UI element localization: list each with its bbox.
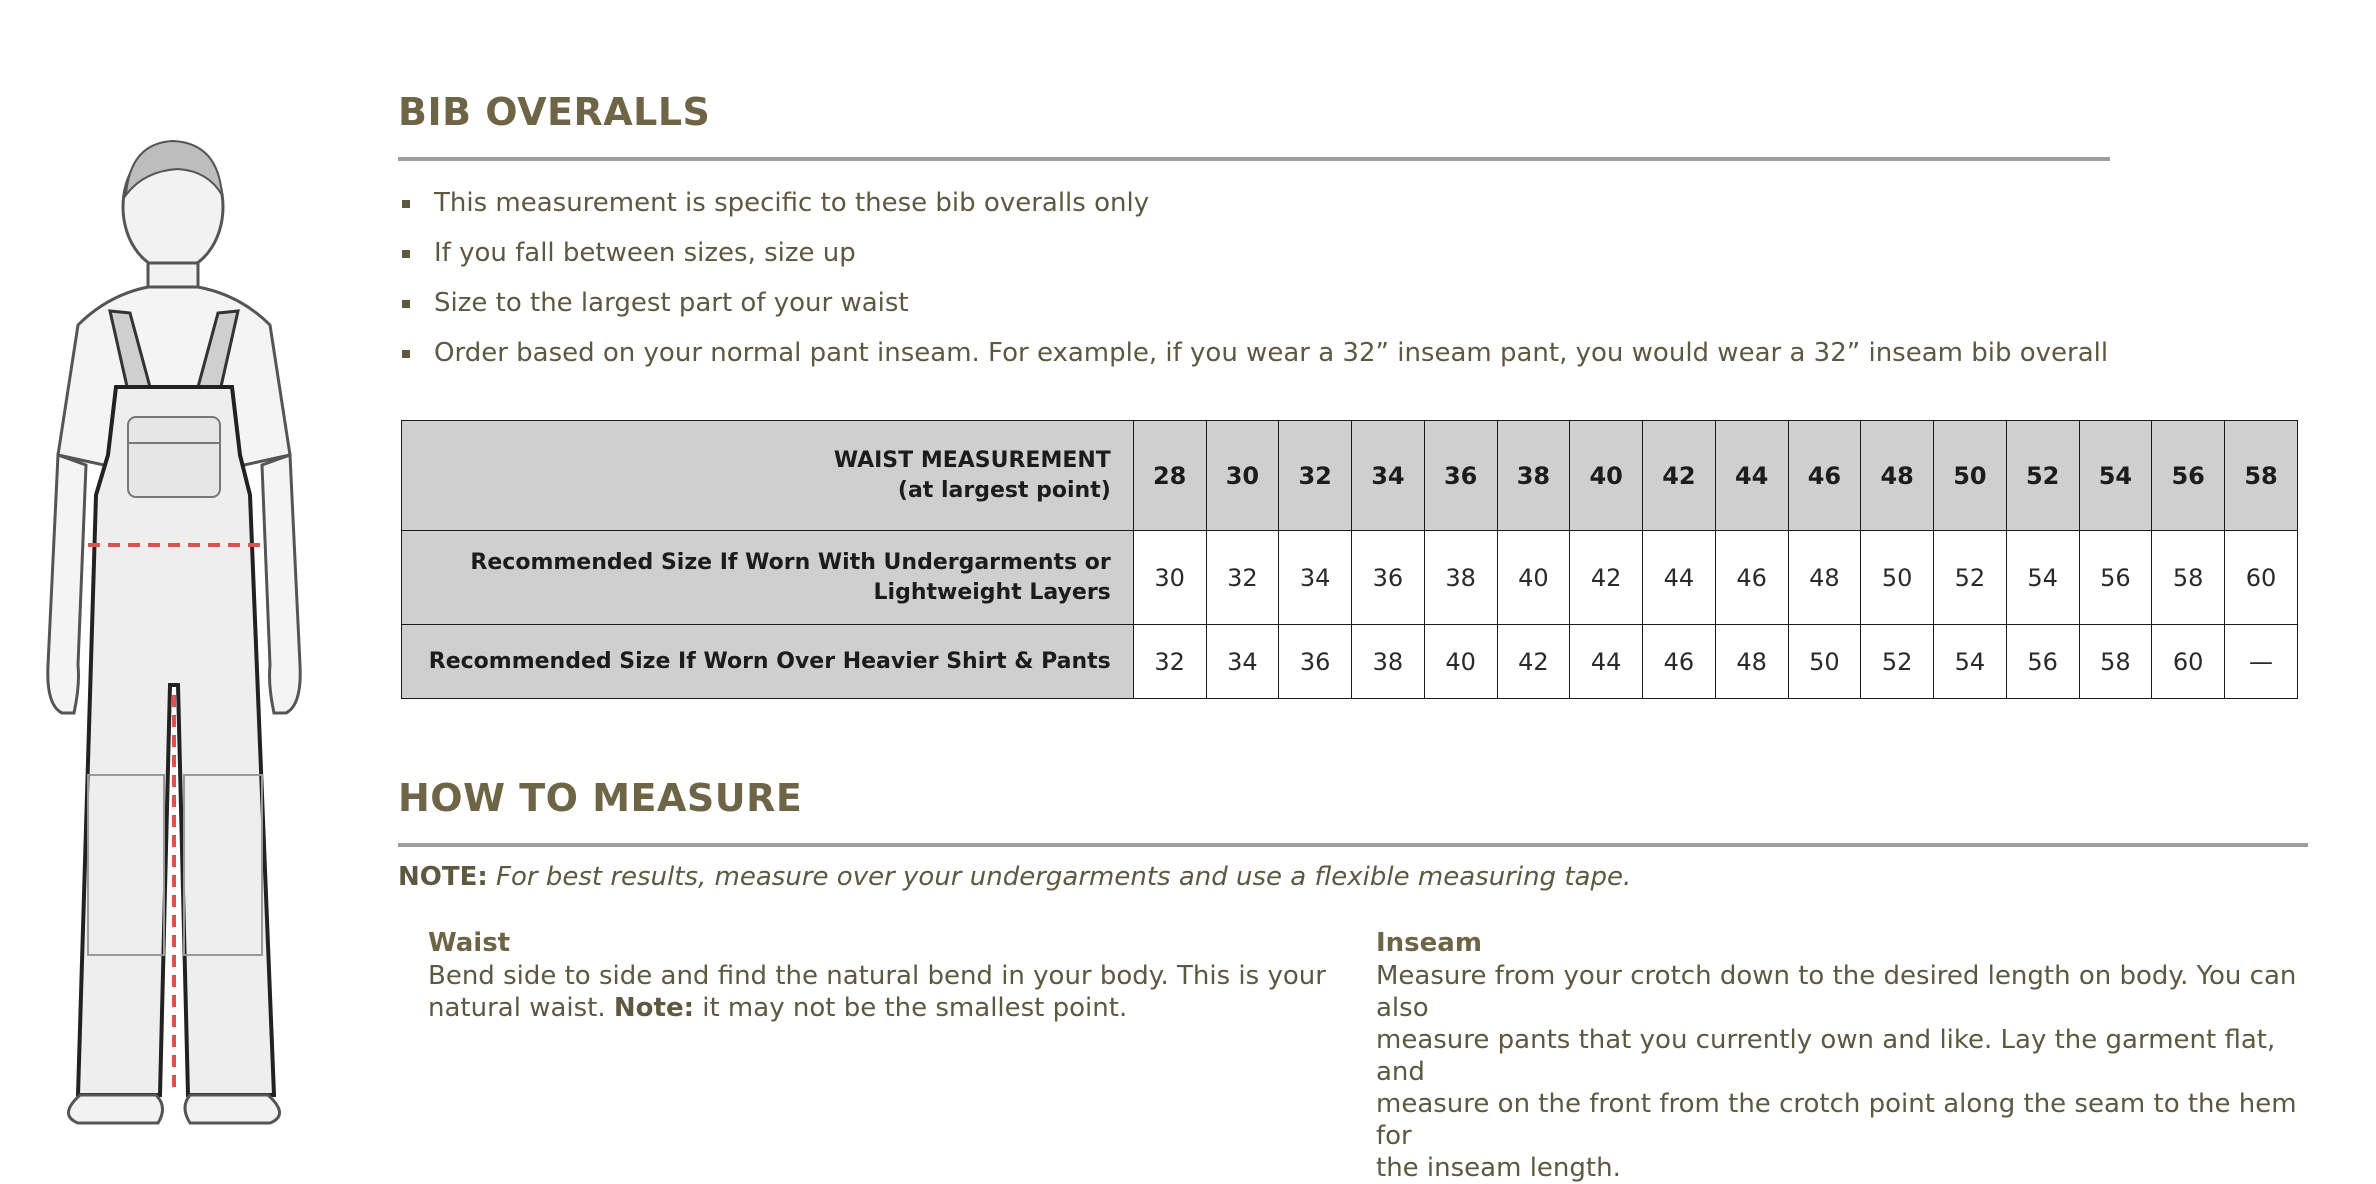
waist-value: 48 bbox=[1861, 421, 1934, 531]
size-cell: 40 bbox=[1497, 531, 1570, 625]
waist-value: 28 bbox=[1133, 421, 1206, 531]
size-cell: 50 bbox=[1788, 625, 1861, 699]
note-label: NOTE: bbox=[398, 862, 488, 892]
bib-overalls-illustration bbox=[18, 125, 328, 1135]
waist-heading: Waist bbox=[428, 928, 511, 958]
waist-instructions bbox=[428, 926, 1326, 1024]
bullet-square-icon bbox=[402, 350, 410, 358]
waist-value: 36 bbox=[1424, 421, 1497, 531]
waist-value: 54 bbox=[2079, 421, 2152, 531]
measuring-note bbox=[398, 862, 1631, 892]
size-cell: 36 bbox=[1279, 625, 1352, 699]
inseam-text: Measure from your crotch down to the desired length on body. You can also measure pants that you currently own and like. Lay the garment flat, and measure on the front from the crotch point along the seam to the hem for the inseam length. bbox=[1376, 961, 2297, 1183]
list-item: This measurement is specific to these bib overalls only bbox=[398, 178, 2108, 228]
waist-value: 50 bbox=[1934, 421, 2007, 531]
table-row bbox=[402, 531, 2298, 625]
bullet-square-icon bbox=[402, 300, 410, 308]
size-cell: 42 bbox=[1570, 531, 1643, 625]
section-divider bbox=[398, 843, 2308, 847]
size-cell: 58 bbox=[2079, 625, 2152, 699]
size-chart-table bbox=[401, 420, 2298, 699]
size-cell: 32 bbox=[1206, 531, 1279, 625]
size-cell: 60 bbox=[2225, 531, 2298, 625]
size-cell: 44 bbox=[1570, 625, 1643, 699]
size-cell: 38 bbox=[1352, 625, 1425, 699]
size-cell: 54 bbox=[2006, 531, 2079, 625]
size-cell: 46 bbox=[1643, 625, 1716, 699]
size-cell: 34 bbox=[1279, 531, 1352, 625]
size-cell: 58 bbox=[2152, 531, 2225, 625]
waist-value: 30 bbox=[1206, 421, 1279, 531]
size-cell: 52 bbox=[1861, 625, 1934, 699]
bib-overalls-title: BIB OVERALLS bbox=[398, 90, 711, 134]
waist-measurement-label: WAIST MEASUREMENT (at largest point) bbox=[402, 421, 1134, 531]
waist-value: 34 bbox=[1352, 421, 1425, 531]
bullet-square-icon bbox=[402, 200, 410, 208]
size-cell: 60 bbox=[2152, 625, 2225, 699]
waist-value: 42 bbox=[1643, 421, 1716, 531]
title-divider bbox=[398, 157, 2110, 161]
size-cell: 56 bbox=[2079, 531, 2152, 625]
size-cell: 40 bbox=[1424, 625, 1497, 699]
size-cell: 38 bbox=[1424, 531, 1497, 625]
waist-value: 44 bbox=[1715, 421, 1788, 531]
fit-notes-list bbox=[398, 178, 2108, 378]
size-cell: 44 bbox=[1643, 531, 1716, 625]
size-cell: 34 bbox=[1206, 625, 1279, 699]
waist-value: 32 bbox=[1279, 421, 1352, 531]
size-cell: 50 bbox=[1861, 531, 1934, 625]
waist-value: 38 bbox=[1497, 421, 1570, 531]
size-cell: 42 bbox=[1497, 625, 1570, 699]
size-cell: 52 bbox=[1934, 531, 2007, 625]
list-item: Size to the largest part of your waist bbox=[398, 278, 2108, 328]
inseam-heading: Inseam bbox=[1376, 928, 1482, 958]
waist-value: 40 bbox=[1570, 421, 1643, 531]
size-cell: 56 bbox=[2006, 625, 2079, 699]
waist-value: 56 bbox=[2152, 421, 2225, 531]
waist-value: 52 bbox=[2006, 421, 2079, 531]
table-row bbox=[402, 625, 2298, 699]
waist-value: 58 bbox=[2225, 421, 2298, 531]
list-item: If you fall between sizes, size up bbox=[398, 228, 2108, 278]
size-cell: 30 bbox=[1133, 531, 1206, 625]
how-to-measure-title: HOW TO MEASURE bbox=[398, 776, 803, 820]
size-cell: 54 bbox=[1934, 625, 2007, 699]
row-label-heavier: Recommended Size If Worn Over Heavier Shirt & Pants bbox=[402, 625, 1134, 699]
waist-value: 46 bbox=[1788, 421, 1861, 531]
size-cell: 32 bbox=[1133, 625, 1206, 699]
inseam-instructions bbox=[1376, 926, 2298, 1184]
size-cell: 46 bbox=[1715, 531, 1788, 625]
list-item: Order based on your normal pant inseam. For example, if you wear a 32” inseam pant, you would wear a 32” inseam bib overall bbox=[398, 328, 2108, 378]
note-text: For best results, measure over your undergarments and use a flexible measuring tape. bbox=[496, 862, 1632, 892]
bullet-square-icon bbox=[402, 250, 410, 258]
size-cell: 48 bbox=[1715, 625, 1788, 699]
waist-text: Bend side to side and find the natural bend in your body. This is your natural waist. Note: it may not be the smallest point. bbox=[428, 961, 1326, 1023]
size-cell: — bbox=[2225, 625, 2298, 699]
row-label-lightweight: Recommended Size If Worn With Undergarments or Lightweight Layers bbox=[402, 531, 1134, 625]
size-cell: 48 bbox=[1788, 531, 1861, 625]
size-cell: 36 bbox=[1352, 531, 1425, 625]
waist-measurement-row bbox=[402, 421, 2298, 531]
